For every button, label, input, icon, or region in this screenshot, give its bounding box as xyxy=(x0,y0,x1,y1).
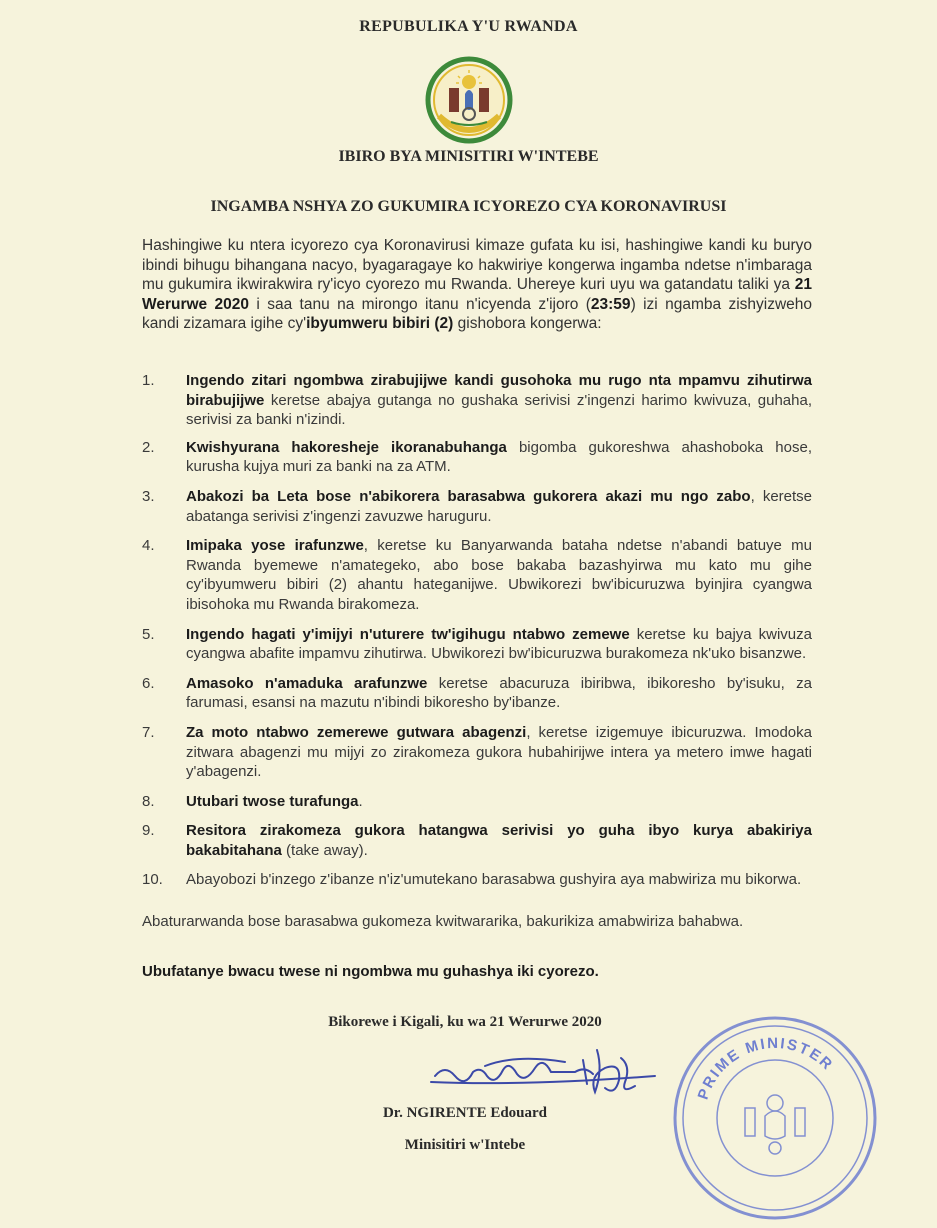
measure-text: , keretse ku Banyarwanda bataha ndetse n'abandi batuye mu Rwanda byemewe n'amategeko, abo bose bakaba bazashyirwa mu kato mu gihe cy'ibyumweru bibiri (2) ahantu hateganijwe. Ubwikorezi bw'ibicuruzwa byinjira cyangwa ibisohoka mu Rwanda birakomeza. xyxy=(186,537,812,613)
measure-item xyxy=(142,821,812,860)
effective-date: 21 Werurwe 2020 xyxy=(142,276,812,313)
measure-number: 10. xyxy=(142,871,163,889)
measure-number: 6. xyxy=(142,674,155,692)
measure-text: . xyxy=(358,792,363,810)
measure-number: 9. xyxy=(142,822,155,840)
effective-time: 23:59 xyxy=(590,295,631,313)
intro-text: Hashingiwe ku ntera icyorezo cya Koronavirusi kimaze gufata ku isi, hashingiwe kandi ku buryo ibindi bihugu bihangana nacyo, byagaragaye ko hakwiriye kongerwa ingamba ndetse n'imbaraga mu gukumira ikwirakwira ry'icyo cyorezo mu Rwanda. Uhereye kuri uyu wa gatandatu taliki ya xyxy=(142,237,812,294)
measure-text: bigomba gukoreshwa ahashoboka hose, kurusha kujya muri za banki na za ATM. xyxy=(186,438,812,476)
measure-item xyxy=(142,625,812,664)
measure-text: keretse abacuruza ibiribwa, ibikoresho by'isuku, za farumasi, esansi na mazutu n'ibindi bikoresho by'ibanze. xyxy=(186,674,812,712)
intro-paragraph xyxy=(142,236,812,334)
measure-item xyxy=(142,487,812,526)
duration-text: ibyumweru bibiri (2) xyxy=(306,315,454,333)
intro-text: i saa tanu na mirongo itanu n'icyenda z'ijoro ( xyxy=(249,295,591,313)
measure-text: keretse ku bajya kwivuza cyangwa abafite impamvu zihutirwa. Ubwikorezi bw'ibicuruzwa burakomeza nk'uko bisanzwe. xyxy=(186,625,812,663)
measure-text: keretse abajya gutanga no gushaka serivisi z'ingenzi harimo kwivuza, guhaha, serivisi za banki n'izindi. xyxy=(186,391,812,429)
intro-text: ) izi ngamba zishyizweho kandi zizamara igihe cy' xyxy=(142,295,813,333)
office-heading: IBIRO BYA MINISITIRI W'INTEBE xyxy=(338,148,599,165)
measure-item xyxy=(142,536,812,614)
measure-heading: Kwishyurana hakoresheje ikoranabuhanga xyxy=(186,438,507,456)
measure-heading: Ingendo zitari ngombwa zirabujijwe kandi gusohoka mu rugo nta mpamvu zihutirwa birabujijwe xyxy=(186,372,812,409)
measures-list xyxy=(142,371,812,890)
official-seal-stamp-icon xyxy=(665,1008,885,1228)
measure-number: 2. xyxy=(142,438,155,456)
measure-item xyxy=(142,438,812,477)
measure-number: 3. xyxy=(142,487,155,505)
solidarity-statement: Ubufatanye bwacu twese ni ngombwa mu guhashya iki cyorezo. xyxy=(142,963,599,980)
place-and-date: Bikorewe i Kigali, ku wa 21 Werurwe 2020 xyxy=(328,1014,602,1030)
measure-heading: Resitora zirakomeza gukora hatangwa serivisi yo guha ibyo kurya abakiriya bakabitahana xyxy=(186,822,812,859)
measure-number: 4. xyxy=(142,537,155,555)
measure-text: Abayobozi b'inzego z'ibanze n'iz'umutekano barasabwa gushyira aya mabwiriza mu bikorwa. xyxy=(186,871,802,889)
measure-heading: Ingendo hagati y'imijyi n'uturere tw'igihugu ntabwo zemewe xyxy=(186,625,630,643)
signatory-title: Minisitiri w'Intebe xyxy=(404,1137,526,1153)
measure-heading: Za moto ntabwo zemerewe gutwara abagenzi xyxy=(186,723,527,741)
measure-heading: Imipaka yose irafunzwe xyxy=(186,537,364,555)
signature-icon xyxy=(425,1036,665,1106)
measure-text: (take away). xyxy=(281,841,368,859)
measure-number: 7. xyxy=(142,723,155,741)
intro-text: gishobora kongerwa: xyxy=(453,315,602,333)
document-title: INGAMBA NSHYA ZO GUKUMIRA ICYOREZO CYA KORONAVIRUSI xyxy=(210,198,727,215)
measure-heading: Utubari twose turafunga xyxy=(186,792,359,810)
rwanda-coat-of-arms-icon xyxy=(425,56,513,144)
seal-text: PRIME MINISTER xyxy=(694,1034,837,1102)
measure-item xyxy=(142,371,812,430)
measure-item xyxy=(142,674,812,713)
measure-heading: Amasoko n'amaduka arafunzwe xyxy=(186,674,428,692)
measure-number: 1. xyxy=(142,372,155,389)
measure-number: 5. xyxy=(142,625,155,643)
measure-item xyxy=(142,792,812,812)
measure-heading: Abakozi ba Leta bose n'abikorera barasabwa gukorera akazi mu ngo zabo xyxy=(186,487,751,505)
measure-item xyxy=(142,870,812,890)
closing-paragraph: Abaturarwanda bose barasabwa gukomeza kwitwararika, bakurikiza amabwiriza bahabwa. xyxy=(142,913,744,930)
measure-text: , keretse izigemuye ibicuruzwa. Imodoka zitwara abagenzi mu mijyi zo zirakomeza gukora hubahirijwe intera ya metero imwe hagati y'abagenzi. xyxy=(186,723,812,781)
republic-heading: REPUBULIKA Y'U RWANDA xyxy=(359,18,578,35)
measure-text: , keretse abatanga serivisi z'ingenzi zavuzwe haruguru. xyxy=(186,487,813,525)
svg-text:PRIME MINISTER xyxy=(695,1035,837,1102)
measure-item xyxy=(142,723,812,782)
signatory-name: Dr. NGIRENTE Edouard xyxy=(382,1105,548,1121)
measure-number: 8. xyxy=(142,792,155,810)
